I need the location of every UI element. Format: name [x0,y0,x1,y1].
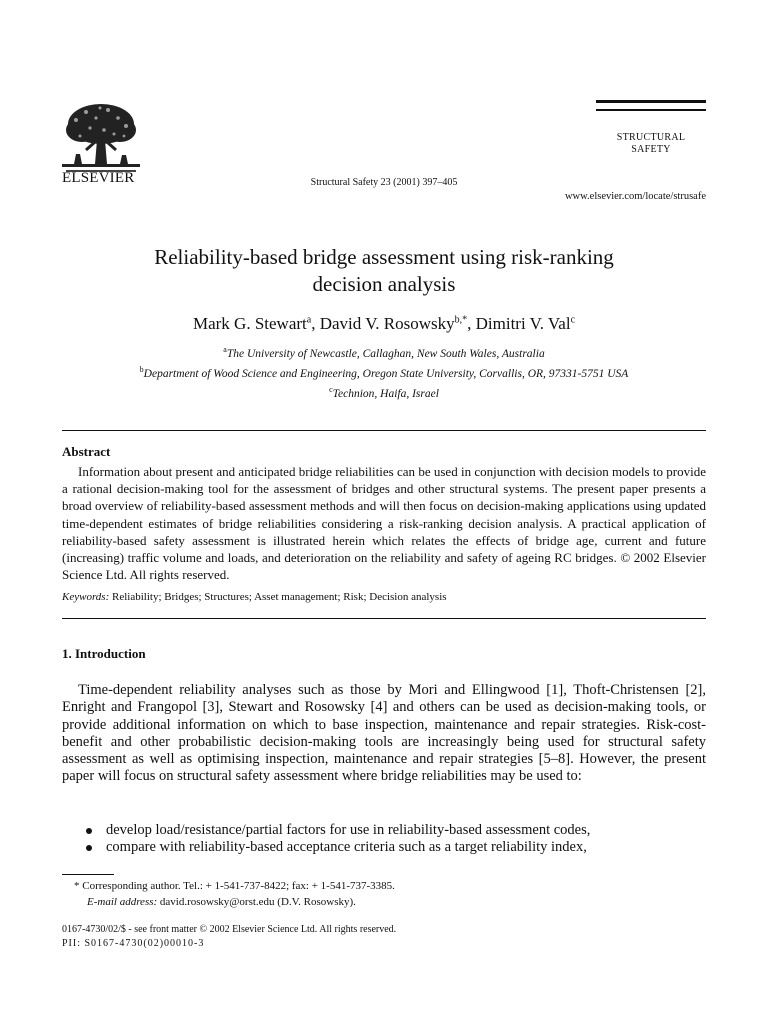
author-affiliation-mark: c [570,314,576,326]
corresponding-author-note: * Corresponding author. Tel.: + 1-541-737-8422; fax: + 1-541-737-3385. [74,880,395,892]
journal-brand [596,132,706,156]
abstract-text: Information about present and anticipated bridge reliabilities can be used in conjunction with decision models to provide a rational decision-making tool for the assessment of bridges and other structural systems. The present paper presents a broad overview of reliability-based assessment methods and will then focus on decision-making applications using updated time-dependent estimates of bridge reliabilities considering a risk-ranking decision analysis. A practical application of reliability-based safety assessment is illustrated herein which relates the effects of bridge age, current and future (increasing) traffic volume and loads, and deterioration on the reliability and safety of ageing RC bridges. © 2002 Elsevier Science Ltd. All rights reserved. [62,464,706,583]
abstract-top-rule [62,430,706,431]
affiliation-list [0,342,768,401]
email-address: david.rosowsky@orst.edu (D.V. Rosowsky). [159,896,356,908]
list-item-text: compare with reliability-based acceptance criteria such as a target reliability index, [106,839,587,856]
copyright-line: 0167-4730/02/$ - see front matter © 2002 Elsevier Science Ltd. All rights reserved. [62,924,397,935]
introduction-body [62,682,706,786]
journal-brand-line1: STRUCTURAL [616,132,686,143]
introduction-text: Time-dependent reliability analyses such as those by Mori and Ellingwood [1], Thoft-Christensen [2], Enright and Frangopol [3], Stewart and Rosowsky [4] and others can be used as decision-making tools, or provide additional information on which to base inspection, maintenance and repair strategies. Risk-cost-benefit and other probabilistic decision-making tools are increasingly being used for structural safety assessment as well as optimising inspection, maintenance and repair strategies [5–8]. However, the present paper will focus on structural safety assessment where bridge reliabilities may be used to: [62,682,706,785]
bullet-icon [86,845,92,851]
journal-url-link[interactable]: www.elsevier.com/locate/strusafe [564,191,706,202]
author-name: Dimitri V. Val [475,314,571,333]
keywords-label: Keywords: [62,591,110,603]
article-title-line1: Reliability-based bridge assessment using risk-ranking [154,245,614,269]
affiliation-mark: a [223,345,227,354]
affiliation-item [0,342,768,362]
affiliation-mark: c [329,384,333,394]
journal-brand-rules [596,100,706,117]
elsevier-tree-logo-icon [62,100,140,178]
author-affiliation-mark: a [306,314,312,326]
list-item [84,822,706,839]
author-separator: , [467,314,476,333]
email-note [87,896,356,908]
affiliation-mark: b [139,364,144,374]
affiliation-item [0,362,768,382]
pii-line: PII: S0167-4730(02)00010-3 [62,938,205,949]
footnote-rule [62,874,114,875]
list-item-text: develop load/resistance/partial factors for use in reliability-based assessment codes, [106,822,591,838]
introduction-bullet-list [84,822,706,857]
affiliation-text: Technion, Haifa, Israel [332,387,439,400]
email-label: E-mail address: [87,896,158,908]
abstract-bottom-rule [62,618,706,619]
author-affiliation-mark: b,* [454,314,468,326]
author-separator: , [311,314,320,333]
author-list [0,314,768,334]
abstract-heading: Abstract [62,444,111,459]
article-title-line2: decision analysis [312,272,456,296]
journal-citation: Structural Safety 23 (2001) 397–405 [310,177,458,188]
affiliation-text: The University of Newcastle, Callaghan, New South Wales, Australia [226,347,545,360]
affiliation-item [0,382,768,402]
journal-brand-line2: SAFETY [631,144,671,155]
bullet-icon [86,828,92,834]
author-name: David V. Rosowsky [319,314,455,333]
article-title [60,244,708,298]
author-name: Mark G. Stewart [192,314,307,333]
publisher-name: ELSEVIER [62,170,135,186]
keywords-list: Reliability; Bridges; Structures; Asset management; Risk; Decision analysis [112,591,447,603]
affiliation-text: Department of Wood Science and Engineering, Oregon State University, Corvallis, OR, 97331-5751 USA [143,367,629,380]
keywords [62,591,447,603]
introduction-heading: 1. Introduction [62,646,146,661]
abstract-body [62,463,706,583]
list-item [84,839,706,856]
